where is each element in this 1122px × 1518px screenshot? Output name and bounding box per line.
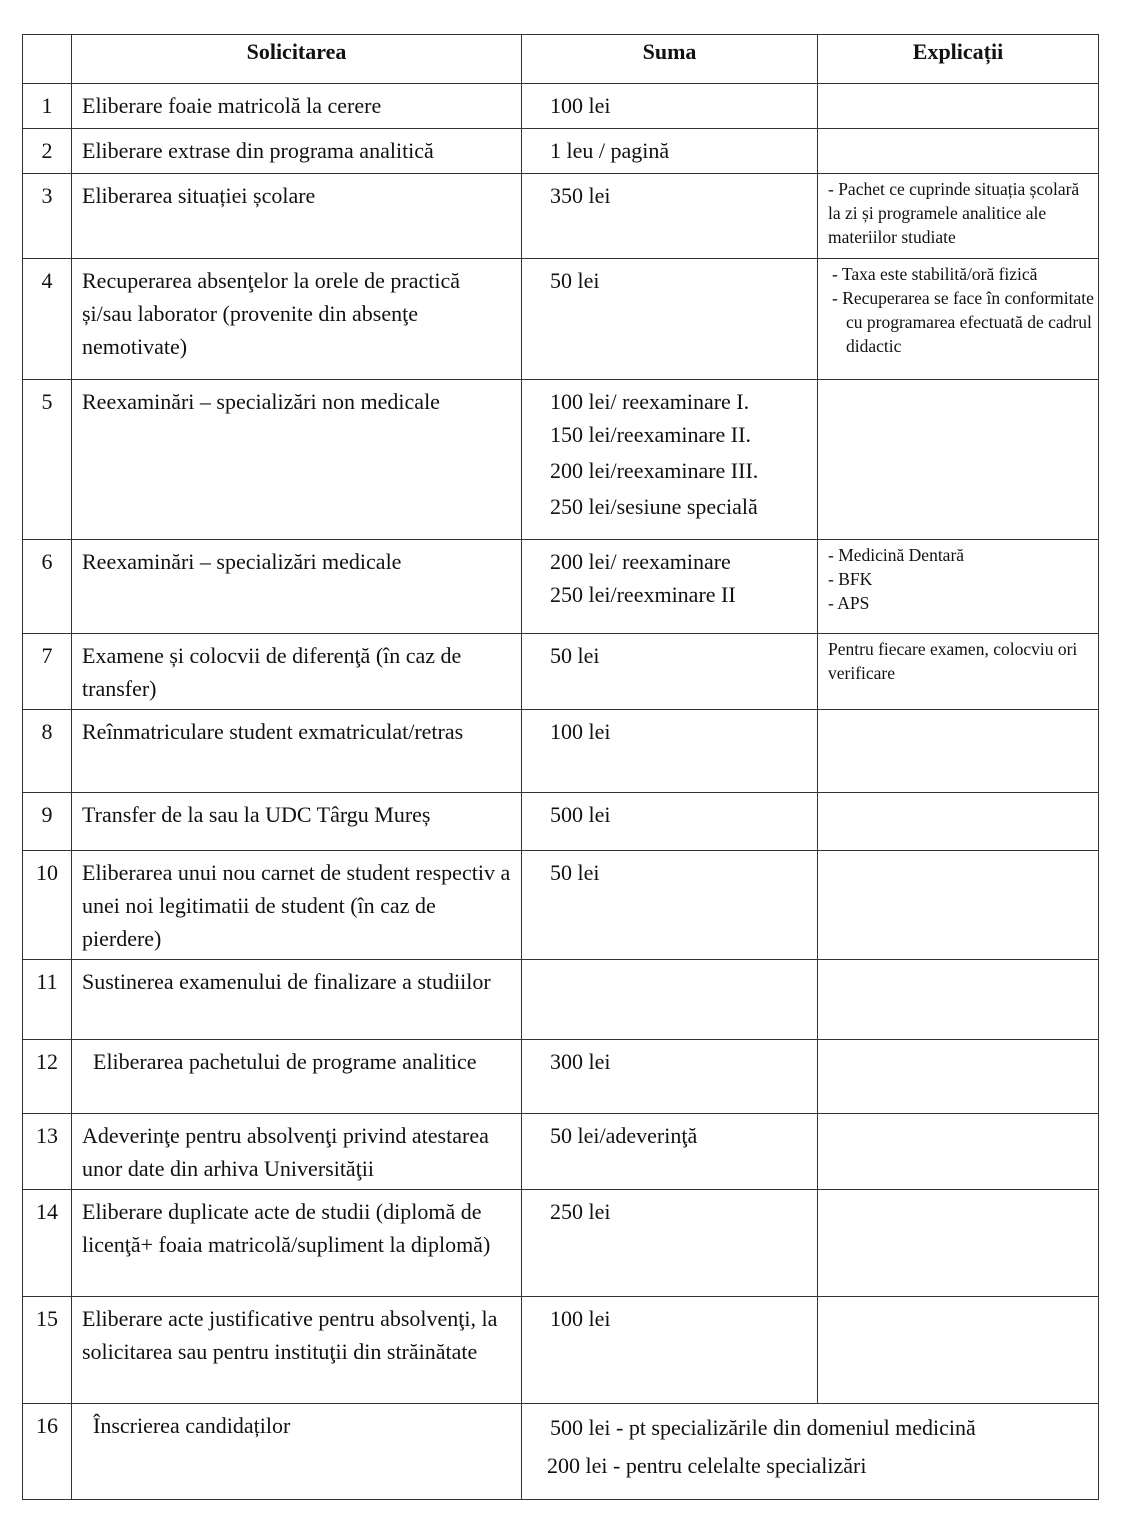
- amount-line: 100 lei: [550, 1306, 611, 1331]
- row-request: Înscrierea candidaților: [72, 1404, 522, 1500]
- amount-line: 150 lei/reexaminare II.: [550, 422, 751, 447]
- row-amount: [522, 380, 818, 540]
- row-request: Eliberarea pachetului de programe analitice: [72, 1040, 522, 1114]
- table-row: [23, 259, 1099, 380]
- header-amount: Suma: [522, 35, 818, 84]
- amount-line: 100 lei/ reexaminare I.: [550, 389, 750, 414]
- header-request: Solicitarea: [72, 35, 522, 84]
- row-amount: [522, 1114, 818, 1190]
- amount-line: 500 lei - pt specializările din domeniul medicină: [550, 1415, 976, 1440]
- row-amount: [522, 1190, 818, 1297]
- row-request: Reînmatriculare student exmatriculat/retras: [72, 710, 522, 793]
- row-explanations: [818, 1040, 1099, 1114]
- amount-line: 50 lei: [550, 268, 600, 293]
- row-amount: [522, 1297, 818, 1404]
- row-explanations: [818, 129, 1099, 174]
- amount-line: 50 lei: [550, 643, 600, 668]
- row-amount: [522, 793, 818, 851]
- amount-line: 350 lei: [550, 183, 611, 208]
- row-request: Reexaminări – specializări medicale: [72, 540, 522, 634]
- row-amount: [522, 259, 818, 380]
- row-amount: [522, 1040, 818, 1114]
- row-explanations: [818, 634, 1099, 710]
- amount-line: 200 lei - pentru celelalte specializări: [547, 1453, 867, 1478]
- row-explanations: [818, 793, 1099, 851]
- table-row: [23, 851, 1099, 960]
- row-request: Examene și colocvii de diferenţă (în caz de transfer): [72, 634, 522, 710]
- row-explanations: [818, 710, 1099, 793]
- row-number: 12: [23, 1040, 72, 1114]
- header-explanations: Explicații: [818, 35, 1099, 84]
- amount-line: 250 lei/sesiune specială: [550, 494, 758, 519]
- row-request: Sustinerea examenului de finalizare a studiilor: [72, 960, 522, 1040]
- table-row: [23, 84, 1099, 129]
- table-row: [23, 1114, 1099, 1190]
- explanation-item: - Taxa este stabilită/oră fizică: [832, 264, 1038, 284]
- table-row: [23, 174, 1099, 259]
- row-number: 10: [23, 851, 72, 960]
- table-row: [23, 710, 1099, 793]
- row-explanations: [818, 84, 1099, 129]
- row-explanations: [818, 540, 1099, 634]
- row-number: 8: [23, 710, 72, 793]
- row-explanations: [818, 1114, 1099, 1190]
- row-number: 2: [23, 129, 72, 174]
- row-request: Recuperarea absenţelor la orele de practică și/sau laborator (provenite din absenţe nemotivate): [72, 259, 522, 380]
- table-row: [23, 960, 1099, 1040]
- amount-line: 200 lei/reexaminare III.: [550, 458, 759, 483]
- table-row: [23, 540, 1099, 634]
- row-number: 1: [23, 84, 72, 129]
- row-request: Eliberare foaie matricolă la cerere: [72, 84, 522, 129]
- amount-line: 1 leu / pagină: [550, 138, 670, 163]
- row-number: 11: [23, 960, 72, 1040]
- row-explanations: [818, 960, 1099, 1040]
- row-amount: [522, 84, 818, 129]
- table-row: [23, 1040, 1099, 1114]
- fees-table: [22, 34, 1099, 1500]
- row-amount: [522, 129, 818, 174]
- row-request: Transfer de la sau la UDC Târgu Mureș: [72, 793, 522, 851]
- table-row: [23, 793, 1099, 851]
- row-explanations: [818, 174, 1099, 259]
- row-explanations: [818, 1297, 1099, 1404]
- table-row: [23, 1297, 1099, 1404]
- explanation-item: - Medicină Dentară: [828, 545, 965, 565]
- row-number: 3: [23, 174, 72, 259]
- row-request: Adeverinţe pentru absolvenţi privind atestarea unor date din arhiva Universităţii: [72, 1114, 522, 1190]
- row-amount: [522, 710, 818, 793]
- row-number: 9: [23, 793, 72, 851]
- row-request: Eliberare acte justificative pentru absolvenţi, la solicitarea sau pentru instituţii din străinătate: [72, 1297, 522, 1404]
- table-row: [23, 1404, 1099, 1500]
- row-amount: [522, 634, 818, 710]
- amount-line: 300 lei: [550, 1049, 611, 1074]
- row-explanations: [818, 851, 1099, 960]
- table-row: [23, 129, 1099, 174]
- table-header-row: [23, 35, 1099, 84]
- row-number: 6: [23, 540, 72, 634]
- amount-line: 250 lei: [550, 1199, 611, 1224]
- row-amount: [522, 1404, 1099, 1500]
- row-number: 7: [23, 634, 72, 710]
- row-number: 13: [23, 1114, 72, 1190]
- header-number: [23, 35, 72, 84]
- row-number: 16: [23, 1404, 72, 1500]
- row-amount: [522, 851, 818, 960]
- table-row: [23, 380, 1099, 540]
- explanation-item: - Pachet ce cuprinde situația școlară la zi și programele analitice ale materiilor studiate: [828, 179, 1080, 247]
- row-amount: [522, 960, 818, 1040]
- row-number: 15: [23, 1297, 72, 1404]
- row-request: Eliberare duplicate acte de studii (diplomă de licenţă+ foaia matricolă/supliment la diplomă): [72, 1190, 522, 1297]
- row-amount: [522, 540, 818, 634]
- amount-line: 100 lei: [550, 719, 611, 744]
- row-request: Eliberare extrase din programa analitică: [72, 129, 522, 174]
- amount-line: 100 lei: [550, 93, 611, 118]
- table-row: [23, 1190, 1099, 1297]
- explanation-item: - BFK: [828, 569, 873, 589]
- row-number: 14: [23, 1190, 72, 1297]
- amount-line: 200 lei/ reexaminare: [550, 549, 731, 574]
- explanation-item: - APS: [828, 593, 870, 613]
- amount-line: 50 lei/adeverinţă: [550, 1123, 698, 1148]
- row-request: Eliberarea unui nou carnet de student respectiv a unei noi legitimatii de student (în caz de pierdere): [72, 851, 522, 960]
- row-request: Reexaminări – specializări non medicale: [72, 380, 522, 540]
- amount-line: 50 lei: [550, 860, 600, 885]
- explanation-item: Pentru fiecare examen, colocviu ori verificare: [828, 639, 1078, 683]
- row-amount: [522, 174, 818, 259]
- row-explanations: [818, 1190, 1099, 1297]
- row-explanations: [818, 380, 1099, 540]
- amount-line: 250 lei/reexminare II: [550, 582, 736, 607]
- explanation-item: - Recuperarea se face în conformitate cu programarea efectuată de cadrul didactic: [832, 288, 1094, 356]
- row-number: 4: [23, 259, 72, 380]
- amount-line: 500 lei: [550, 802, 611, 827]
- table-row: [23, 634, 1099, 710]
- row-request: Eliberarea situației școlare: [72, 174, 522, 259]
- row-number: 5: [23, 380, 72, 540]
- row-explanations: [818, 259, 1099, 380]
